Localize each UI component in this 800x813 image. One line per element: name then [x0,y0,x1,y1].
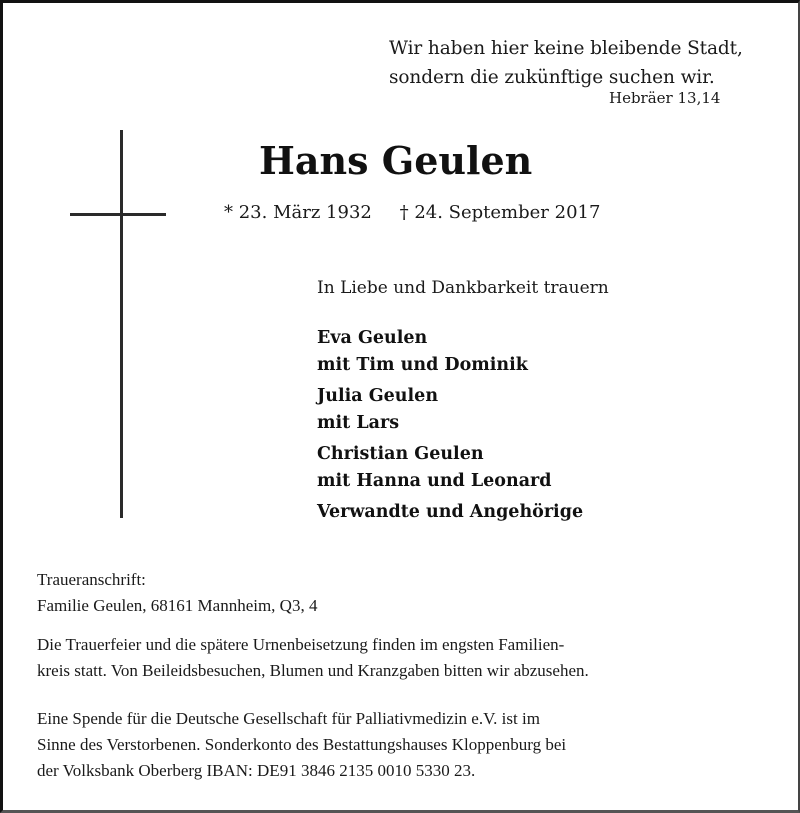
paragraph-line: der Volksbank Oberberg IBAN: DE91 3846 2135 0010 5330 23. [37,761,476,780]
quote-line: sondern die zukünftige suchen wir. [389,67,715,88]
address-label: Traueranschrift: [37,570,146,589]
life-dates [224,202,600,223]
mourner-name: Eva Geulen [317,328,428,348]
mourners-list [317,325,583,530]
quote-reference: Hebräer 13,14 [609,89,721,107]
mourner-group [317,499,583,526]
paragraph-line: Eine Spende für die Deutsche Gesellschaft für Palliativmedizin e.V. ist im [37,709,540,728]
paragraph-line: Sinne des Verstorbenen. Sonderkonto des Bestattungshauses Kloppenburg bei [37,735,567,754]
mourning-address [37,567,317,619]
cross-vertical-bar [120,130,123,518]
mourner-name: Julia Geulen [317,386,439,406]
bible-quote [389,34,743,92]
paragraph-line: kreis statt. Von Beileidsbesuchen, Blumen und Kranzgaben bitten wir abzusehen. [37,661,589,680]
cross-horizontal-bar [70,213,166,216]
quote-line: Wir haben hier keine bleibende Stadt, [389,38,743,59]
mourner-name: Christian Geulen [317,444,484,464]
mourning-intro: In Liebe und Dankbarkeit trauern [317,278,609,298]
paragraph-line: Die Trauerfeier und die spätere Urnenbeisetzung finden im engsten Familien- [37,635,565,654]
funeral-info-paragraph [37,632,589,684]
address-value: Familie Geulen, 68161 Mannheim, Q3, 4 [37,596,318,615]
birth-date: * 23. März 1932 [224,202,372,223]
death-date: † 24. September 2017 [399,202,601,223]
donation-info-paragraph [37,706,566,784]
mourner-companions: mit Tim und Dominik [317,355,528,375]
mourner-companions: mit Lars [317,413,400,433]
mourner-relatives: Verwandte und Angehörige [317,502,584,522]
mourner-group [317,441,583,495]
mourner-group [317,383,583,437]
mourner-companions: mit Hanna und Leonard [317,471,552,491]
deceased-name: Hans Geulen [259,138,533,183]
mourner-group [317,325,583,379]
